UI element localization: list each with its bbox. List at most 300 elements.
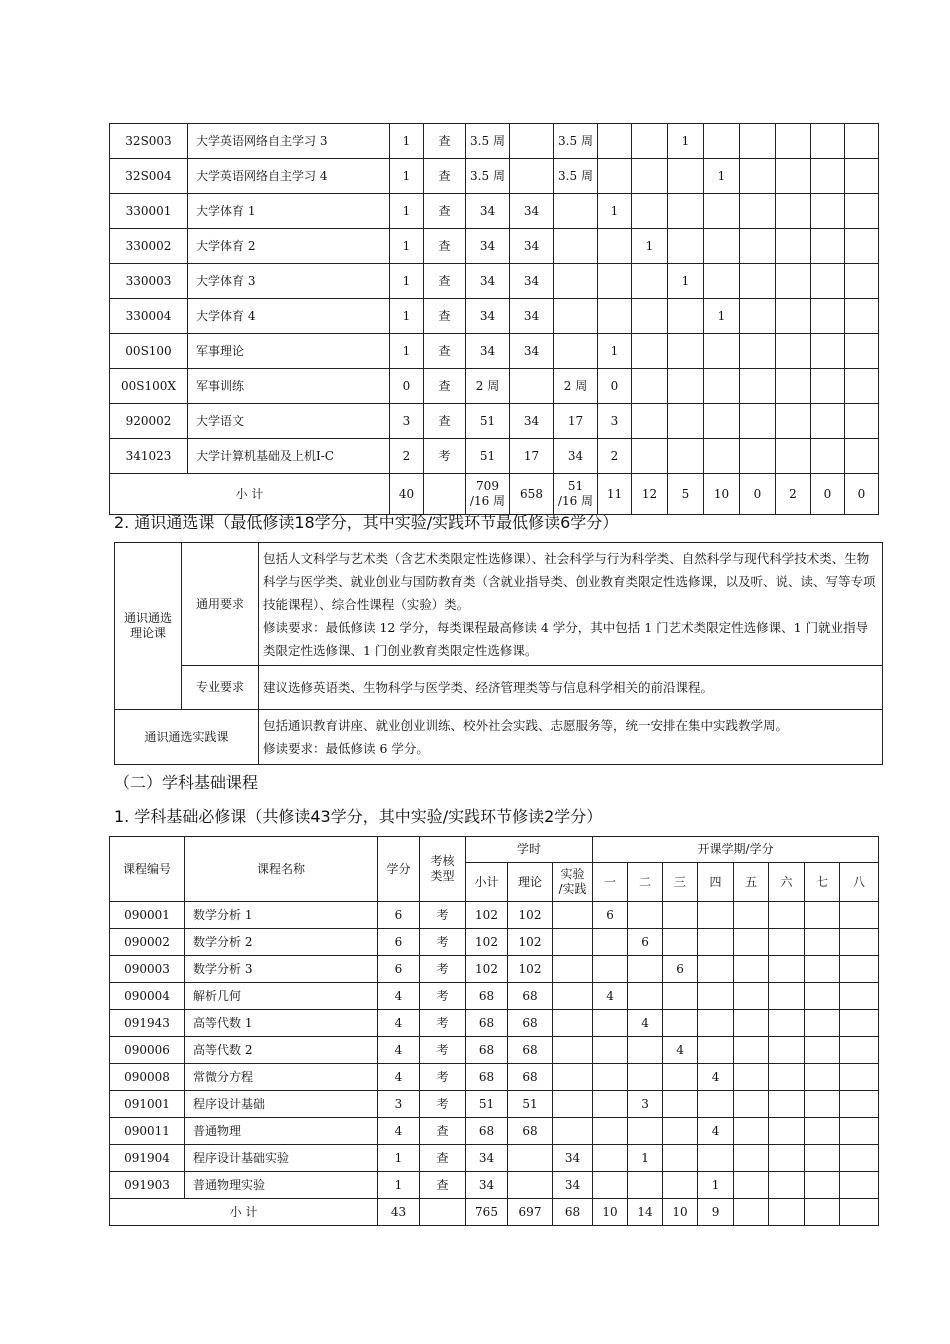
exam-type: 考 [420,1091,466,1118]
exam-type: 查 [424,194,466,229]
semester-credit-1: 4 [593,983,628,1010]
table-row [110,404,879,439]
practice-hours [553,1010,593,1037]
theory-hours [510,369,554,404]
subtotal-credit: 43 [378,1199,420,1226]
semester-credit-3 [663,929,698,956]
theory-hours: 34 [510,299,554,334]
semester-credit-2: 3 [628,1091,663,1118]
course-code: 920002 [110,404,188,439]
semester-credit-4 [704,404,740,439]
semester-credit-7 [805,1037,840,1064]
total-hours: 34 [466,229,510,264]
exam-type: 查 [420,1145,466,1172]
semester-credit-5 [734,1064,769,1091]
exam-type: 查 [424,124,466,159]
subtotal-total-line2: /16 周 [469,494,506,508]
credit: 3 [378,1091,420,1118]
semester-credit-1 [598,264,632,299]
subtotal-sem: 0 [811,474,845,515]
semester-credit-7 [811,369,845,404]
semester-credit-8 [845,124,879,159]
semester-credit-3: 4 [663,1037,698,1064]
credit: 3 [390,404,424,439]
theory-hours: 34 [510,264,554,299]
practice-requirement-text-1: 包括通识教育讲座、就业创业训练、校外社会实践、志愿服务等，统一安排在集中实践教学周。 [263,718,789,733]
practice-requirement-text [259,710,883,765]
semester-credit-4: 1 [704,299,740,334]
semester-credit-4: 1 [704,159,740,194]
practice-hours [553,902,593,929]
course-code: 330004 [110,299,188,334]
semester-credit-5 [734,929,769,956]
semester-credit-4 [698,1037,734,1064]
header-sem-7: 七 [805,863,840,902]
exam-type: 考 [424,439,466,474]
semester-credit-6 [769,929,805,956]
header-theory: 理论 [508,863,553,902]
subtotal-sem: 14 [628,1199,663,1226]
semester-credit-4 [698,983,734,1010]
theory-hours: 102 [508,956,553,983]
header-practice-line2: /实践 [558,882,587,896]
semester-credit-7 [805,1064,840,1091]
semester-credit-4 [704,124,740,159]
semester-credit-5 [740,264,776,299]
semester-credit-5 [734,1010,769,1037]
semester-credit-5 [740,159,776,194]
general-requirement-label: 通用要求 [182,543,259,666]
semester-credit-5 [740,334,776,369]
credit: 6 [378,902,420,929]
practice-hours [553,929,593,956]
subtotal-sem [734,1199,769,1226]
semester-credit-8 [840,902,879,929]
table-row [110,1172,879,1199]
semester-credit-5 [740,369,776,404]
semester-credit-5 [734,1172,769,1199]
semester-credit-1 [598,124,632,159]
header-credit: 学分 [378,837,420,902]
theory-hours [510,124,554,159]
table-row [110,299,879,334]
subtotal-theory: 658 [510,474,554,515]
table-row [110,369,879,404]
semester-credit-1: 3 [598,404,632,439]
practice-course-label: 通识通选实践课 [115,710,259,765]
semester-credit-5 [734,1118,769,1145]
semester-credit-6 [769,1064,805,1091]
table-row [110,983,879,1010]
semester-credit-7 [811,229,845,264]
subtotal-sem: 10 [593,1199,628,1226]
course-code: 090008 [110,1064,185,1091]
theory-hours [510,159,554,194]
header-course-name: 课程名称 [185,837,378,902]
semester-credit-5 [740,194,776,229]
course-name: 大学体育 2 [188,229,390,264]
semester-credit-3 [668,404,704,439]
semester-credit-1 [593,1145,628,1172]
semester-credit-6 [769,956,805,983]
semester-credit-3 [663,1172,698,1199]
course-code: 090011 [110,1118,185,1145]
header-practice-line1: 实验 [560,867,585,881]
semester-credit-7 [805,1145,840,1172]
credit: 1 [390,299,424,334]
semester-credit-1: 2 [598,439,632,474]
semester-credit-5 [740,299,776,334]
header-row [110,837,879,863]
theory-hours: 102 [508,902,553,929]
semester-credit-8 [840,1091,879,1118]
semester-credit-1 [593,1091,628,1118]
table-row [110,264,879,299]
semester-credit-4 [698,929,734,956]
semester-credit-2: 1 [628,1145,663,1172]
semester-credit-7 [805,1010,840,1037]
exam-type: 查 [424,369,466,404]
credit: 4 [378,1064,420,1091]
table-row [110,929,879,956]
semester-credit-8 [845,229,879,264]
total-hours: 68 [466,1010,508,1037]
semester-credit-6 [769,1037,805,1064]
header-practice [553,863,593,902]
semester-credit-3 [668,194,704,229]
semester-credit-2 [628,983,663,1010]
subtotal-total-hours [466,474,510,515]
semester-credit-5 [734,1091,769,1118]
course-name: 高等代数 2 [185,1037,378,1064]
semester-credit-8 [845,194,879,229]
semester-credit-5 [740,124,776,159]
semester-credit-6 [776,334,811,369]
course-name: 军事理论 [188,334,390,369]
subtotal-sem [805,1199,840,1226]
course-code: 090003 [110,956,185,983]
semester-credit-4 [704,439,740,474]
practice-hours [554,334,598,369]
semester-credit-3 [668,369,704,404]
table-row [110,124,879,159]
credit: 1 [390,229,424,264]
course-name: 程序设计基础 [185,1091,378,1118]
semester-credit-8 [840,956,879,983]
practice-hours: 3.5 周 [554,124,598,159]
exam-type: 查 [424,159,466,194]
theory-course-label: 通识通选理论课 [115,543,182,710]
semester-credit-3 [663,1010,698,1037]
semester-credit-8 [845,369,879,404]
semester-credit-2 [628,956,663,983]
header-exam-type-line1: 考核 [430,854,455,868]
course-code: 330002 [110,229,188,264]
header-exam-type [420,837,466,902]
semester-credit-7 [805,902,840,929]
exam-type: 查 [424,264,466,299]
general-required-courses-table-continued [109,123,879,515]
header-sem-1: 一 [593,863,628,902]
subtotal-practice-line1: 51 [567,479,584,493]
semester-credit-6 [769,1091,805,1118]
course-name: 大学体育 3 [188,264,390,299]
semester-credit-1 [598,229,632,264]
header-sem-6: 六 [769,863,805,902]
credit: 2 [390,439,424,474]
table-row [110,439,879,474]
total-hours: 102 [466,902,508,929]
semester-credit-2 [628,902,663,929]
section-heading-discipline-required: 1. 学科基础必修课（共修读43学分，其中实验/实践环节修读2学分） [114,807,603,826]
practice-hours [553,1118,593,1145]
subtotal-sem: 11 [598,474,632,515]
section-heading-general-elective: 2. 通识通选课（最低修读18学分，其中实验/实践环节最低修读6学分） [114,513,619,532]
table-row [110,1091,879,1118]
semester-credit-1 [593,956,628,983]
theory-hours: 68 [508,1037,553,1064]
subtotal-sem: 2 [776,474,811,515]
semester-credit-1 [593,1118,628,1145]
semester-credit-5 [740,439,776,474]
theory-hours: 34 [510,334,554,369]
semester-credit-3: 6 [663,956,698,983]
total-hours: 3.5 周 [466,159,510,194]
course-code: 32S003 [110,124,188,159]
semester-credit-7 [805,1091,840,1118]
semester-credit-6 [776,124,811,159]
general-requirement-text-2: 修读要求：最低修读 12 学分，每类课程最高修读 4 学分，其中包括 1 门艺术类限定性选修课、1 门就业指导类限定性选修课、1 门创业教育类限定性选修课。 [263,619,869,658]
major-requirement-text: 建议选修英语类、生物科学与医学类、经济管理类等与信息科学相关的前沿课程。 [259,666,883,710]
semester-credit-4 [704,369,740,404]
subtotal-row [110,474,879,515]
total-hours: 51 [466,439,510,474]
theory-hours: 68 [508,983,553,1010]
exam-type: 考 [420,902,466,929]
course-name: 数学分析 3 [185,956,378,983]
semester-credit-8 [845,159,879,194]
theory-hours: 17 [510,439,554,474]
semester-credit-2 [628,1118,663,1145]
general-elective-requirements-table [114,542,883,765]
semester-credit-3 [663,983,698,1010]
total-hours: 34 [466,299,510,334]
semester-credit-8 [845,439,879,474]
header-sem-5: 五 [734,863,769,902]
semester-credit-8 [840,1118,879,1145]
semester-credit-4 [698,1145,734,1172]
table-row [110,1010,879,1037]
course-code: 341023 [110,439,188,474]
exam-type: 考 [420,1010,466,1037]
semester-credit-8 [840,1145,879,1172]
header-course-code: 课程编号 [110,837,185,902]
semester-credit-8 [845,264,879,299]
total-hours: 102 [466,956,508,983]
major-requirement-label: 专业要求 [182,666,259,710]
semester-credit-2 [632,159,668,194]
semester-credit-6 [769,902,805,929]
semester-credit-7 [811,194,845,229]
credit: 1 [378,1172,420,1199]
course-code: 330003 [110,264,188,299]
table-row [110,229,879,264]
theory-hours: 34 [510,404,554,439]
course-name: 大学语文 [188,404,390,439]
semester-credit-3 [668,159,704,194]
table-row [115,543,883,666]
semester-credit-7 [805,956,840,983]
course-name: 数学分析 2 [185,929,378,956]
semester-credit-6 [776,159,811,194]
practice-hours [553,1037,593,1064]
course-code: 090002 [110,929,185,956]
exam-type: 查 [424,229,466,264]
semester-credit-6 [776,439,811,474]
total-hours: 68 [466,1064,508,1091]
semester-credit-8 [845,299,879,334]
subtotal-label: 小 计 [110,1199,378,1226]
general-requirement-text [259,543,883,666]
theory-hours: 51 [508,1091,553,1118]
semester-credit-8 [840,983,879,1010]
subtotal-sem: 10 [704,474,740,515]
subtotal-sem [840,1199,879,1226]
header-hours: 学时 [466,837,593,863]
credit: 4 [378,1010,420,1037]
semester-credit-6 [776,369,811,404]
semester-credit-2 [628,1064,663,1091]
total-hours: 2 周 [466,369,510,404]
credit: 1 [390,194,424,229]
semester-credit-5 [734,902,769,929]
semester-credit-2 [632,334,668,369]
theory-hours: 68 [508,1118,553,1145]
course-name: 大学英语网络自主学习 4 [188,159,390,194]
semester-credit-2: 4 [628,1010,663,1037]
table-row [110,1064,879,1091]
semester-credit-7 [811,299,845,334]
subtotal-sem: 10 [663,1199,698,1226]
semester-credit-7 [811,404,845,439]
credit: 1 [390,264,424,299]
semester-credit-4 [704,229,740,264]
semester-credit-4 [698,956,734,983]
practice-hours [554,264,598,299]
semester-credit-7 [811,159,845,194]
semester-credit-7 [805,983,840,1010]
course-code: 32S004 [110,159,188,194]
semester-credit-4 [698,902,734,929]
practice-hours [553,1091,593,1118]
semester-credit-2 [628,1172,663,1199]
table-row [110,194,879,229]
subtotal-sem: 5 [668,474,704,515]
semester-credit-8 [840,1037,879,1064]
subtotal-credit: 40 [390,474,424,515]
practice-hours: 17 [554,404,598,439]
semester-credit-6 [769,1118,805,1145]
practice-hours [554,229,598,264]
header-sem-8: 八 [840,863,879,902]
semester-credit-1: 1 [598,334,632,369]
semester-credit-1 [598,159,632,194]
semester-credit-2 [628,1037,663,1064]
subtotal-practice [554,474,598,515]
subtotal-sem: 9 [698,1199,734,1226]
total-hours: 68 [466,983,508,1010]
discipline-required-courses-table [109,836,879,1226]
semester-credit-4 [704,194,740,229]
practice-hours [554,194,598,229]
semester-credit-4: 4 [698,1118,734,1145]
semester-credit-2 [632,404,668,439]
theory-hours [508,1172,553,1199]
semester-credit-3 [663,1118,698,1145]
practice-hours [553,1064,593,1091]
theory-hours: 34 [510,229,554,264]
practice-hours [553,983,593,1010]
course-code: 091904 [110,1145,185,1172]
semester-credit-7 [811,264,845,299]
exam-type: 考 [420,983,466,1010]
semester-credit-6 [776,194,811,229]
semester-credit-5 [740,229,776,264]
table-row [110,334,879,369]
subtotal-practice-line2: /16 周 [557,494,594,508]
semester-credit-8 [840,929,879,956]
practice-hours [554,299,598,334]
semester-credit-2: 6 [628,929,663,956]
semester-credit-2 [632,369,668,404]
general-requirement-text-1: 包括人文科学与艺术类（含艺术类限定性选修课）、社会科学与行为科学类、自然科学与现代科学技术类、生物科学与医学类、就业创业与国防教育类（含就业指导类、创业教育类限定性选修课，以及听、说、读、写等专项技能课程）、综合性课程（实验）类。 [263,550,876,612]
semester-credit-3 [663,1145,698,1172]
subtotal-row [110,1199,879,1226]
semester-credit-7 [811,124,845,159]
semester-credit-6 [769,983,805,1010]
theory-hours: 68 [508,1064,553,1091]
semester-credit-7 [811,334,845,369]
exam-type: 考 [420,956,466,983]
semester-credit-6 [769,1145,805,1172]
course-code: 090006 [110,1037,185,1064]
practice-requirement-text-2: 修读要求：最低修读 6 学分。 [263,741,429,756]
course-name: 大学计算机基础及上机Ⅰ-C [188,439,390,474]
semester-credit-1 [598,299,632,334]
semester-credit-6 [776,404,811,439]
semester-credit-8 [840,1010,879,1037]
semester-credit-4 [698,1010,734,1037]
semester-credit-1 [593,1064,628,1091]
theory-hours: 68 [508,1010,553,1037]
course-name: 常微分方程 [185,1064,378,1091]
semester-credit-6 [769,1010,805,1037]
semester-credit-8 [845,404,879,439]
header-exam-type-line2: 类型 [430,869,455,883]
semester-credit-6 [776,229,811,264]
header-semester: 开课学期/学分 [593,837,879,863]
semester-credit-6 [776,264,811,299]
course-code: 090004 [110,983,185,1010]
semester-credit-3: 1 [668,124,704,159]
table-row [115,710,883,765]
subtotal-practice: 68 [553,1199,593,1226]
semester-credit-1 [593,1010,628,1037]
table-row [110,1037,879,1064]
semester-credit-2 [632,264,668,299]
credit: 1 [390,334,424,369]
semester-credit-8 [840,1064,879,1091]
